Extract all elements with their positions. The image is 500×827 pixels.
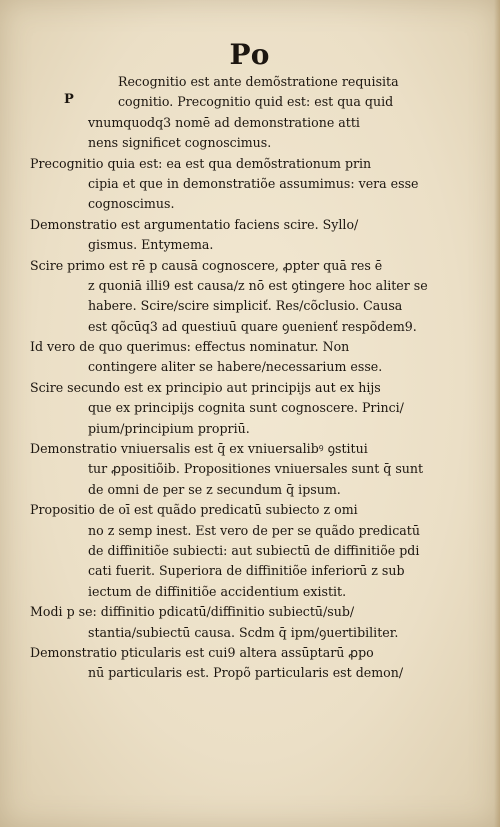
text-line: pium/principium propriū. <box>88 420 250 436</box>
text-line: gismus. Entymema. <box>88 237 214 253</box>
text-line: nū particularis est. Propõ particularis est demon/ <box>88 665 404 681</box>
page-edge-shadow <box>494 0 500 827</box>
text-line: Scire primo est rē p causā cognoscere, ꝓpter quā res ē <box>30 257 383 273</box>
text-line: vnumquodq3 nomē ad demonstratione atti <box>88 114 360 130</box>
text-line: stantia/subiectū causa. Scdm q̄ ipm/ꝯuertibiliter. <box>88 624 399 640</box>
text-line: de omni de per se z secundum q̄ ipsum. <box>88 481 341 497</box>
signature-mark: Po <box>229 38 271 71</box>
text-line: que ex principijs cognita sunt cognoscere. Princi/ <box>88 400 404 416</box>
text-line: cati fuerit. Superiora de diffinitiõe inferiorū z sub <box>88 563 405 579</box>
text-line: tur ꝓpositiõib. Propositiones vniuersales sunt q̄ sunt <box>88 461 424 477</box>
text-line: est qõcūq3 ad questiuū quare ꝯuenienť respõdem9. <box>88 318 417 334</box>
text-line: no z semp inest. Est vero de per se quãdo predicatū <box>88 522 420 538</box>
text-line: contingere aliter se habere/necessarium esse. <box>88 359 383 375</box>
text-line: cipia et que in demonstratiõe assumimus: vera esse <box>88 175 419 191</box>
text-line: de diffinitiõe subiecti: aut subiectū de diffinitiõe pdi <box>88 542 420 558</box>
text-line: Precognitio quia est: ea est qua demõstrationum prin <box>30 155 372 171</box>
text-line: Demonstratio pticularis est cui9 altera assūptarū ꝓpo <box>30 644 374 660</box>
marginal-marker: P <box>64 92 74 107</box>
text-line: z quoniā illi9 est causa/z nō est ꝯtingere hoc aliter se <box>88 277 428 293</box>
text-line: iectum de diffinitiõe accidentium existit. <box>88 583 347 599</box>
text-line: nens significet cognoscimus. <box>88 135 272 151</box>
text-line: Demonstratio est argumentatio faciens scire. Syllo/ <box>30 216 359 232</box>
body-text <box>30 72 486 684</box>
text-line: Scire secundo est ex principio aut principijs aut ex hijs <box>30 379 381 395</box>
text-line: Propositio de oī est quãdo predicatū subiecto z omi <box>30 502 358 518</box>
text-line: Demonstratio vniuersalis est q̄ ex vniuersalibꝰ ꝯstitui <box>30 441 368 457</box>
text-line: Id vero de quo querimus: effectus nominatur. Non <box>30 339 350 355</box>
text-line: Modi p se: diffinitio pdicatū/diffinitio subiectū/sub/ <box>30 604 355 620</box>
text-line: cognitio. Precognitio quid est: est qua quid <box>118 94 394 110</box>
text-line: cognoscimus. <box>88 196 175 212</box>
text-line: habere. Scire/scire simpliciť. Res/cõclusio. Causa <box>88 298 403 314</box>
text-line: Recognitio est ante demõstratione requisita <box>118 74 399 89</box>
